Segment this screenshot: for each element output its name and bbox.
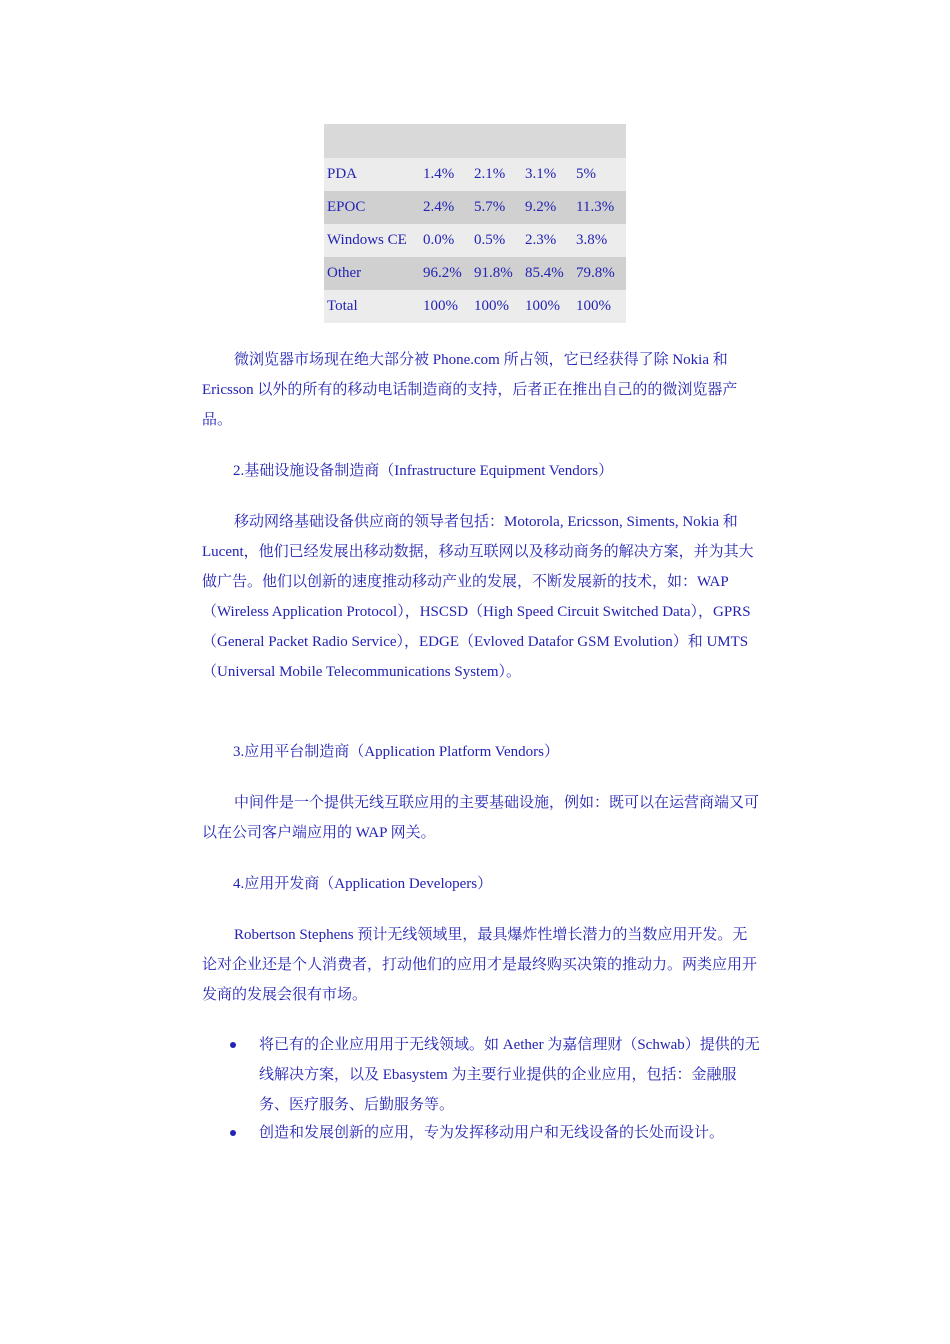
table-cell: 5.7%: [471, 191, 522, 224]
table-header-row: [324, 124, 626, 158]
table-cell: 1.4%: [420, 158, 471, 191]
bullet-icon: [230, 1130, 236, 1136]
list-item-text: 将已有的企业应用用于无线领域。如 Aether 为嘉信理财（Schwab）提供的无线解决方案，以及 Ebasystem 为主要行业提供的企业应用，包括：金融服务、医疗服务、后勤服务等。: [259, 1037, 760, 1113]
table-cell: 100%: [573, 290, 626, 323]
table-cell: 79.8%: [573, 257, 626, 290]
table-cell: 0.0%: [420, 224, 471, 257]
table-cell: EPOC: [324, 191, 420, 224]
table-header-cell: [420, 124, 471, 158]
table-cell: 2.4%: [420, 191, 471, 224]
table-cell: 100%: [522, 290, 573, 323]
section-heading-developers: 4.应用开发商（Application Developers）: [233, 876, 493, 892]
table-row: [324, 257, 626, 290]
table-header-cell: [324, 124, 420, 158]
table-row: [324, 290, 626, 323]
table-cell: 100%: [420, 290, 471, 323]
table-cell: Total: [324, 290, 420, 323]
table-cell: 0.5%: [471, 224, 522, 257]
paragraph-microbrowser: 微浏览器市场现在绝大部分被 Phone.com 所占领，它已经获得了除 Nokia 和 Ericsson 以外的所有的移动电话制造商的支持，后者正在推出自己的的微浏览器产品。: [202, 352, 738, 428]
table-cell: 85.4%: [522, 257, 573, 290]
table-header-cell: [573, 124, 626, 158]
table-row: [324, 191, 626, 224]
table-row: [324, 158, 626, 191]
section-heading-platform: 3.应用平台制造商（Application Platform Vendors）: [233, 744, 559, 760]
table-header-cell: [522, 124, 573, 158]
table-cell: Windows CE: [324, 224, 420, 257]
table-cell: 3.1%: [522, 158, 573, 191]
table-cell: Other: [324, 257, 420, 290]
bullet-icon: [230, 1042, 236, 1048]
list-item: [202, 1030, 762, 1120]
table-cell: 100%: [471, 290, 522, 323]
list-item-text: 创造和发展创新的应用，专为发挥移动用户和无线设备的长处而设计。: [259, 1125, 725, 1141]
table-cell: 96.2%: [420, 257, 471, 290]
paragraph-middleware: 中间件是一个提供无线互联应用的主要基础设施，例如：既可以在运营商端又可以在公司客户端应用的 WAP 网关。: [202, 795, 760, 841]
table-cell: 11.3%: [573, 191, 626, 224]
paragraph-infrastructure: 移动网络基础设备供应商的领导者包括：Motorola, Ericsson, Siments, Nokia 和 Lucent，他们已经发展出移动数据，移动互联网以及移动商务的解决方案，并为其大做广告。他们以创新的速度推动移动产业的发展，不断发展新的技术，如：WAP（Wireless Application Protocol），HSCSD（High Speed Circuit Switched Data），GPRS（General Packet Radio Service），EDGE（Evloved Datafor GSM Evolution）和 UMTS（Universal Mobile Telecommunications System）。: [202, 514, 754, 680]
market-share-table: [324, 124, 626, 323]
table-cell: 2.1%: [471, 158, 522, 191]
bullet-list: [202, 1030, 762, 1148]
section-heading-infrastructure: 2.基础设施设备制造商（Infrastructure Equipment Vendors）: [233, 463, 614, 479]
table-cell: 2.3%: [522, 224, 573, 257]
table-cell: PDA: [324, 158, 420, 191]
table-cell: 9.2%: [522, 191, 573, 224]
table-row: [324, 224, 626, 257]
table-cell: 5%: [573, 158, 626, 191]
list-item: [202, 1118, 762, 1148]
paragraph-developers: Robertson Stephens 预计无线领域里，最具爆炸性增长潜力的当数应用开发。无论对企业还是个人消费者，打动他们的应用才是最终购买决策的推动力。两类应用开发商的发展会很有市场。: [202, 927, 758, 1003]
table-header-cell: [471, 124, 522, 158]
table-cell: 3.8%: [573, 224, 626, 257]
table-cell: 91.8%: [471, 257, 522, 290]
